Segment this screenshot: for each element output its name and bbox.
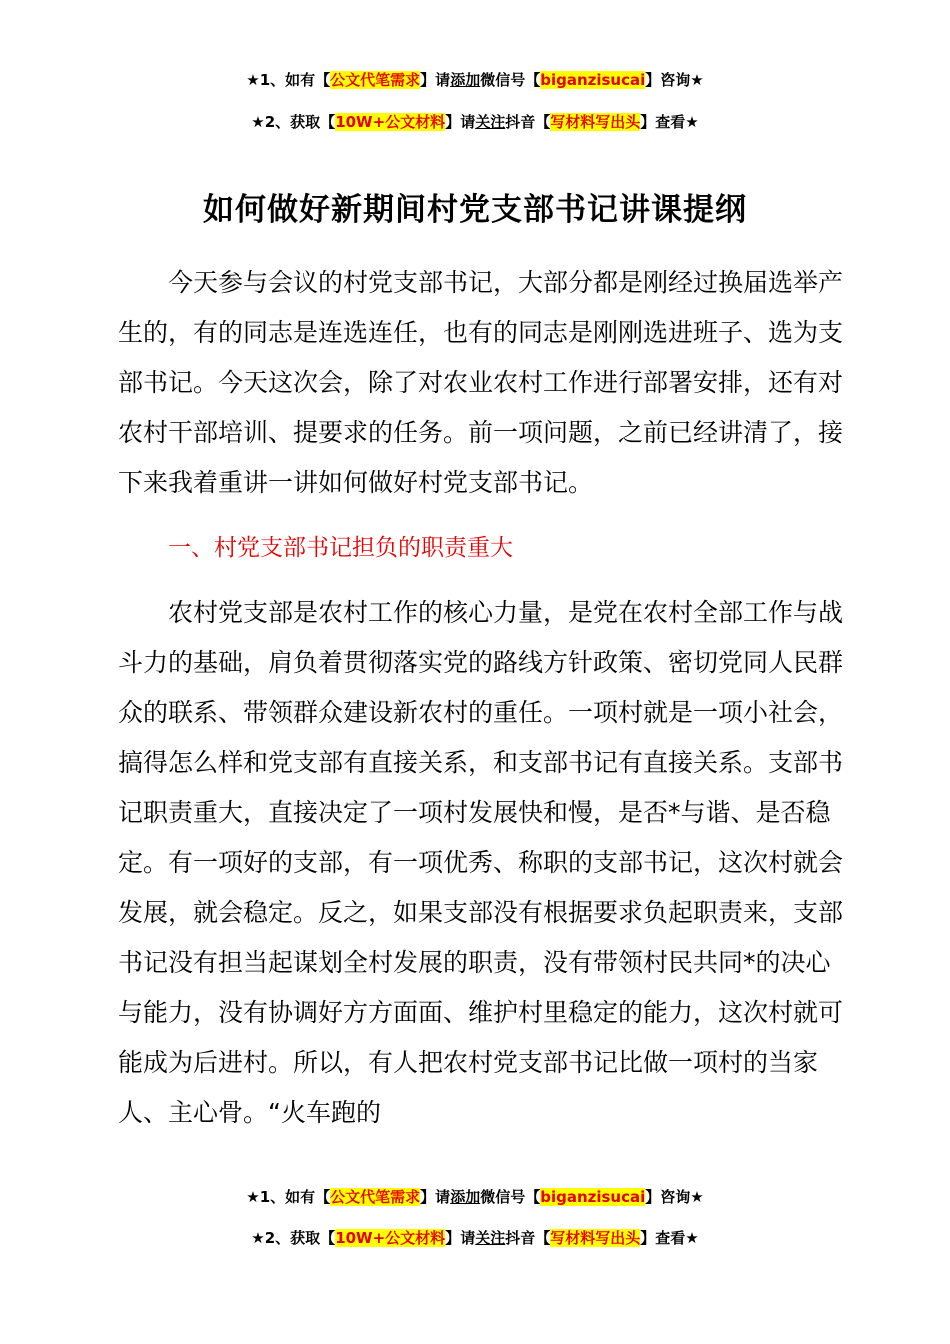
banner-text: 】请: [420, 71, 451, 89]
banner-text: 微信号【: [480, 71, 541, 89]
bottom-banner-line-1: [0, 1187, 950, 1207]
banner-text: 】请: [420, 1188, 451, 1206]
banner-text: 】请: [445, 113, 476, 131]
banner-underline: 关注: [475, 1229, 506, 1247]
banner-highlight: 10W+公文材料: [335, 113, 446, 131]
banner-text: 】请: [445, 1229, 476, 1247]
banner-text: 抖音【: [505, 113, 551, 131]
body-paragraph-2: [118, 588, 843, 1138]
document-title: 如何做好新期间村党支部书记讲课提纲: [203, 192, 747, 228]
body-paragraph-1: [118, 258, 843, 508]
bottom-banner-line-2: [0, 1228, 950, 1248]
banner-highlight: biganzisucai: [540, 71, 646, 89]
banner-highlight: 公文代笔需求: [330, 71, 421, 89]
banner-text: 抖音【: [505, 1229, 551, 1247]
banner-text: 】咨询★: [645, 71, 704, 89]
banner-highlight: 写材料写出头: [550, 1229, 641, 1247]
banner-text: 微信号【: [480, 1188, 541, 1206]
banner-underline: 添加: [450, 1188, 481, 1206]
paragraph-text: 农村党支部是农村工作的核心力量，是党在农村全部工作与战斗力的基础，肩负着贯彻落实党的路线方针政策、密切党同人民群众的联系、带领群众建设新农村的重任。一项村就是一项小社会，搞得怎么样和党支部有直接关系，和支部书记有直接关系。支部书记职责重大，直接决定了一项村发展快和慢，是否*与谐、是否稳定。有一项好的支部，有一项优秀、称职的支部书记，这次村就会发展，就会稳定。反之，如果支部没有根据要求负起职责来，支部书记没有担当起谋划全村发展的职责，没有带领村民共同*的决心与能力，没有协调好方方面面、维护村里稳定的能力，这次村就可能成为后进村。所以，有人把农村党支部书记比做一项村的当家人、主心骨。“火车跑的: [118, 598, 844, 1127]
banner-underline: 关注: [475, 113, 506, 131]
banner-text: 】查看★: [640, 1229, 699, 1247]
banner-highlight: 10W+公文材料: [335, 1229, 446, 1247]
banner-highlight: biganzisucai: [540, 1188, 646, 1206]
paragraph-text: 今天参与会议的村党支部书记，大部分都是刚经过换届选举产生的，有的同志是连选连任，也有的同志是刚刚选进班子、选为支部书记。今天这次会，除了对农业农村工作进行部署安排，还有对农村干部培训、提要求的任务。前一项问题，之前已经讲清了，接下来我着重讲一讲如何做好村党支部书记。: [118, 268, 844, 497]
top-banner-line-2: [0, 112, 950, 132]
banner-highlight: 公文代笔需求: [330, 1188, 421, 1206]
top-banner-line-1: [0, 70, 950, 90]
banner-text: ★2、获取【: [251, 113, 336, 131]
banner-text: 】咨询★: [645, 1188, 704, 1206]
banner-highlight: 写材料写出头: [550, 113, 641, 131]
banner-text: ★2、获取【: [251, 1229, 336, 1247]
section-heading-1: 一、村党支部书记担负的职责重大: [168, 535, 513, 561]
banner-text: ★1、如有【: [246, 1188, 331, 1206]
banner-text: 】查看★: [640, 113, 699, 131]
banner-underline: 添加: [450, 71, 481, 89]
banner-text: ★1、如有【: [246, 71, 331, 89]
